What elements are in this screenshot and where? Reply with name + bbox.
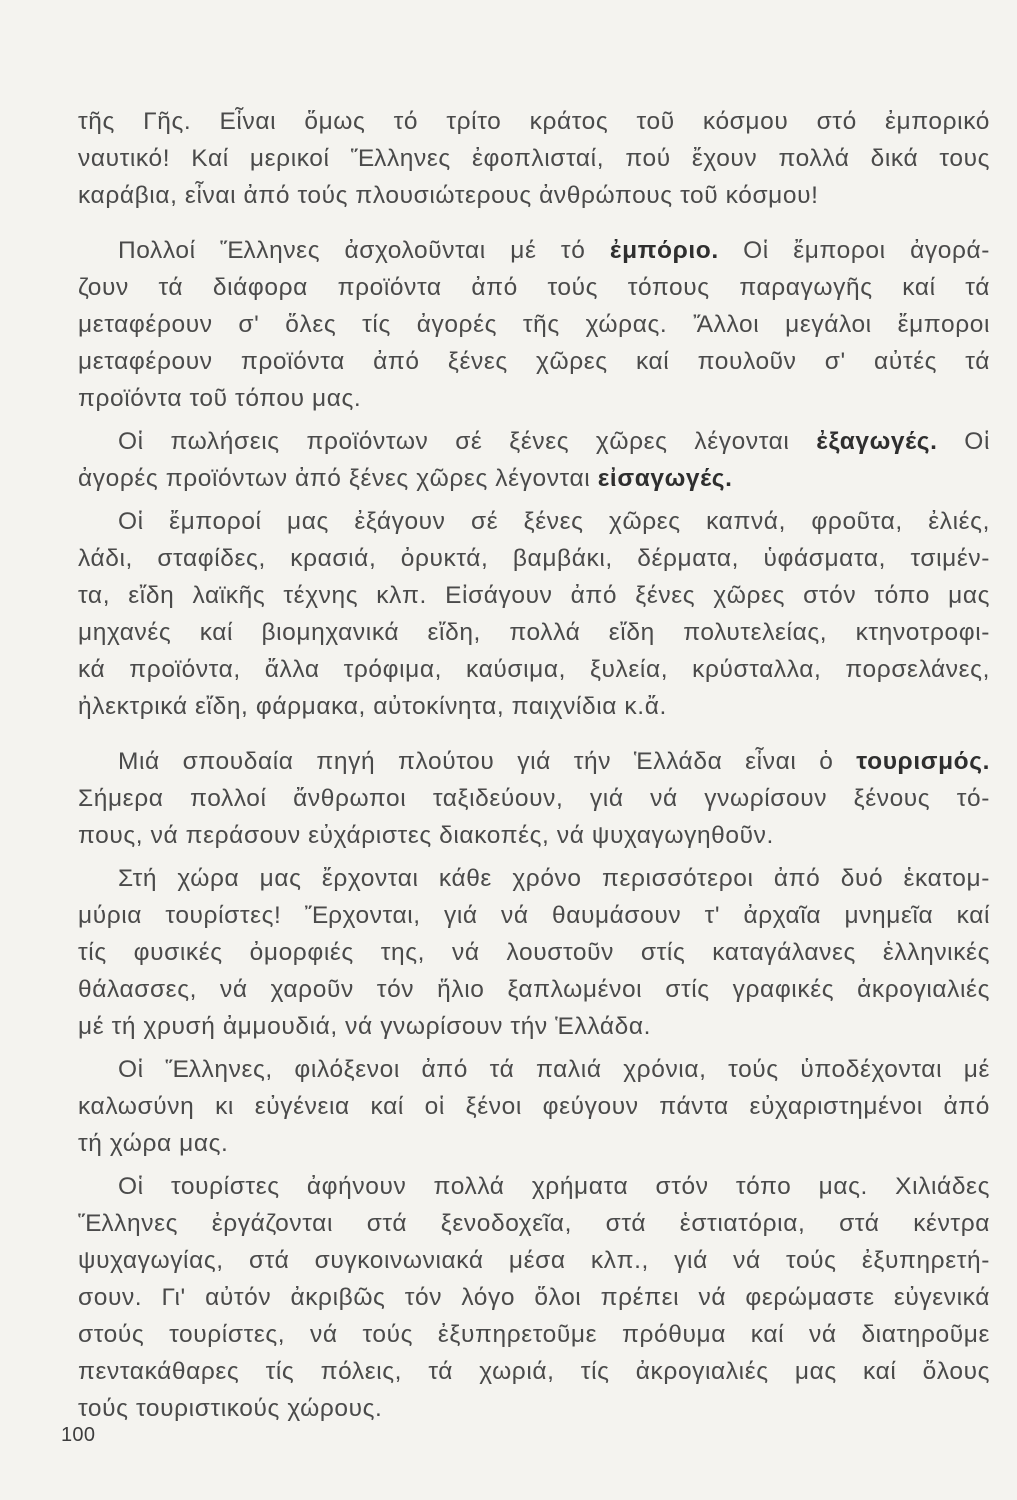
text-line: καλωσύνη κι εὐγένεια καί οἱ ξένοι φεύγουν πάντα εὐχαριστημένοι ἀπό	[78, 1093, 990, 1120]
paragraph-hospitality	[78, 1051, 990, 1162]
text-line: Μιά σπουδαία πηγή πλούτου γιά τήν Ἑλλάδα εἶναι ὁ τουρισμός.	[118, 748, 990, 775]
text-line: πεντακάθαρες τίς πόλεις, τά χωριά, τίς ἀκρογιαλιές μας καί ὅλους	[78, 1358, 990, 1385]
text-line: καράβια, εἶναι ἀπό τούς πλουσιώτερους ἀνθρώπους τοῦ κόσμου!	[78, 182, 819, 209]
paragraph-shipping	[78, 103, 990, 214]
page-number: 100	[61, 1424, 96, 1446]
text-line: κά προϊόντα, ἄλλα τρόφιμα, καύσιμα, ξυλεία, κρύσταλλα, πορσελάνες,	[78, 656, 990, 683]
keyword-imports: εἰσαγωγές.	[597, 465, 733, 492]
text-line: Στή χώρα μας ἔρχονται κάθε χρόνο περισσότεροι ἀπό δυό ἑκατομ-	[118, 865, 990, 892]
text-line: Οἱ πωλήσεις προϊόντων σέ ξένες χῶρες λέγονται ἐξαγωγές. Οἱ	[118, 428, 991, 455]
paragraph-goods	[78, 503, 990, 725]
text-line: Οἱ ἔμποροί μας ἐξάγουν σέ ξένες χῶρες καπνά, φροῦτα, ἐλιές,	[118, 508, 990, 535]
text-line: Οἱ Ἕλληνες, φιλόξενοι ἀπό τά παλιά χρόνια, τούς ὑποδέχονται μέ	[118, 1056, 990, 1083]
text-line: θάλασσες, νά χαροῦν τόν ἥλιο ξαπλωμένοι στίς γραφικές ἀκρογιαλιές	[78, 976, 990, 1003]
text-line: μύρια τουρίστες! Ἔρχονται, γιά νά θαυμάσουν τ' ἀρχαῖα μνημεῖα καί	[78, 902, 990, 929]
page-text	[78, 103, 990, 1427]
text-line: τα, εἴδη λαϊκῆς τέχνης κλπ. Εἰσάγουν ἀπό ξένες χῶρες στόν τόπο μας	[78, 582, 990, 609]
text-line: Ἕλληνες ἐργάζονται στά ξενοδοχεῖα, στά ἑστιατόρια, στά κέντρα	[78, 1210, 990, 1237]
keyword-exports: ἐξαγωγές.	[816, 428, 938, 455]
text-line: τούς τουριστικούς χώρους.	[78, 1395, 383, 1422]
keyword-trade: ἐμπόριο.	[609, 237, 719, 264]
paragraph-tourists	[78, 860, 990, 1045]
text-line: μέ τή χρυσή ἀμμουδιά, νά γνωρίσουν τήν Ἑλλάδα.	[78, 1013, 652, 1040]
text-line: μεταφέρουν σ' ὅλες τίς ἀγορές τῆς χώρας. Ἄλλοι μεγάλοι ἔμποροι	[78, 311, 990, 338]
paragraph-trade	[78, 232, 990, 417]
text-line: σουν. Γι' αὐτόν ἀκριβῶς τόν λόγο ὅλοι πρέπει νά φερώμαστε εὐγενικά	[78, 1284, 990, 1311]
text-line: μηχανές καί βιομηχανικά εἴδη, πολλά εἴδη πολυτελείας, κτηνοτροφι-	[78, 619, 990, 646]
text-line: λάδι, σταφίδες, κρασιά, ὀρυκτά, βαμβάκι, δέρματα, ὑφάσματα, τσιμέν-	[78, 545, 990, 572]
text-line: Οἱ τουρίστες ἀφήνουν πολλά χρήματα στόν τόπο μας. Χιλιάδες	[118, 1173, 990, 1200]
text-line: ἠλεκτρικά εἴδη, φάρμακα, αὐτοκίνητα, παιχνίδια κ.ἄ.	[78, 693, 667, 720]
text-line: ναυτικό! Καί μερικοί Ἕλληνες ἐφοπλισταί, πού ἔχουν πολλά δικά τους	[78, 145, 990, 172]
text-line: στούς τουρίστες, νά τούς ἐξυπηρετοῦμε πρόθυμα καί νά διατηροῦμε	[78, 1321, 990, 1348]
paragraph-tourism	[78, 743, 990, 854]
text-line: προϊόντα τοῦ τόπου μας.	[78, 385, 362, 412]
text-line: τή χώρα μας.	[78, 1130, 229, 1157]
paragraph-tourism-income	[78, 1168, 990, 1427]
text-line: πους, νά περάσουν εὐχάριστες διακοπές, νά ψυχαγωγηθοῦν.	[78, 822, 774, 849]
text-line: ψυχαγωγίας, στά συγκοινωνιακά μέσα κλπ., γιά νά τούς ἐξυπηρετή-	[78, 1247, 990, 1274]
keyword-tourism: τουρισμός.	[856, 748, 990, 775]
text-line: Σήμερα πολλοί ἄνθρωποι ταξιδεύουν, γιά νά γνωρίσουν ξένους τό-	[78, 785, 990, 812]
text-line: Πολλοί Ἕλληνες ἀσχολοῦνται μέ τό ἐμπόριο. Οἱ ἔμποροι ἀγορά-	[118, 237, 990, 264]
text-line: ἀγορές προϊόντων ἀπό ξένες χῶρες λέγονται εἰσαγωγές.	[78, 465, 733, 492]
text-line: τῆς Γῆς. Εἶναι ὅμως τό τρίτο κράτος τοῦ κόσμου στό ἐμπορικό	[78, 108, 990, 135]
text-line: τίς φυσικές ὀμορφιές της, νά λουστοῦν στίς καταγάλανες ἑλληνικές	[78, 939, 990, 966]
paragraph-exports-imports	[78, 423, 990, 497]
text-line: ζουν τά διάφορα προϊόντα ἀπό τούς τόπους παραγωγῆς καί τά	[78, 274, 990, 301]
text-line: μεταφέρουν προϊόντα ἀπό ξένες χῶρες καί πουλοῦν σ' αὐτές τά	[78, 348, 990, 375]
